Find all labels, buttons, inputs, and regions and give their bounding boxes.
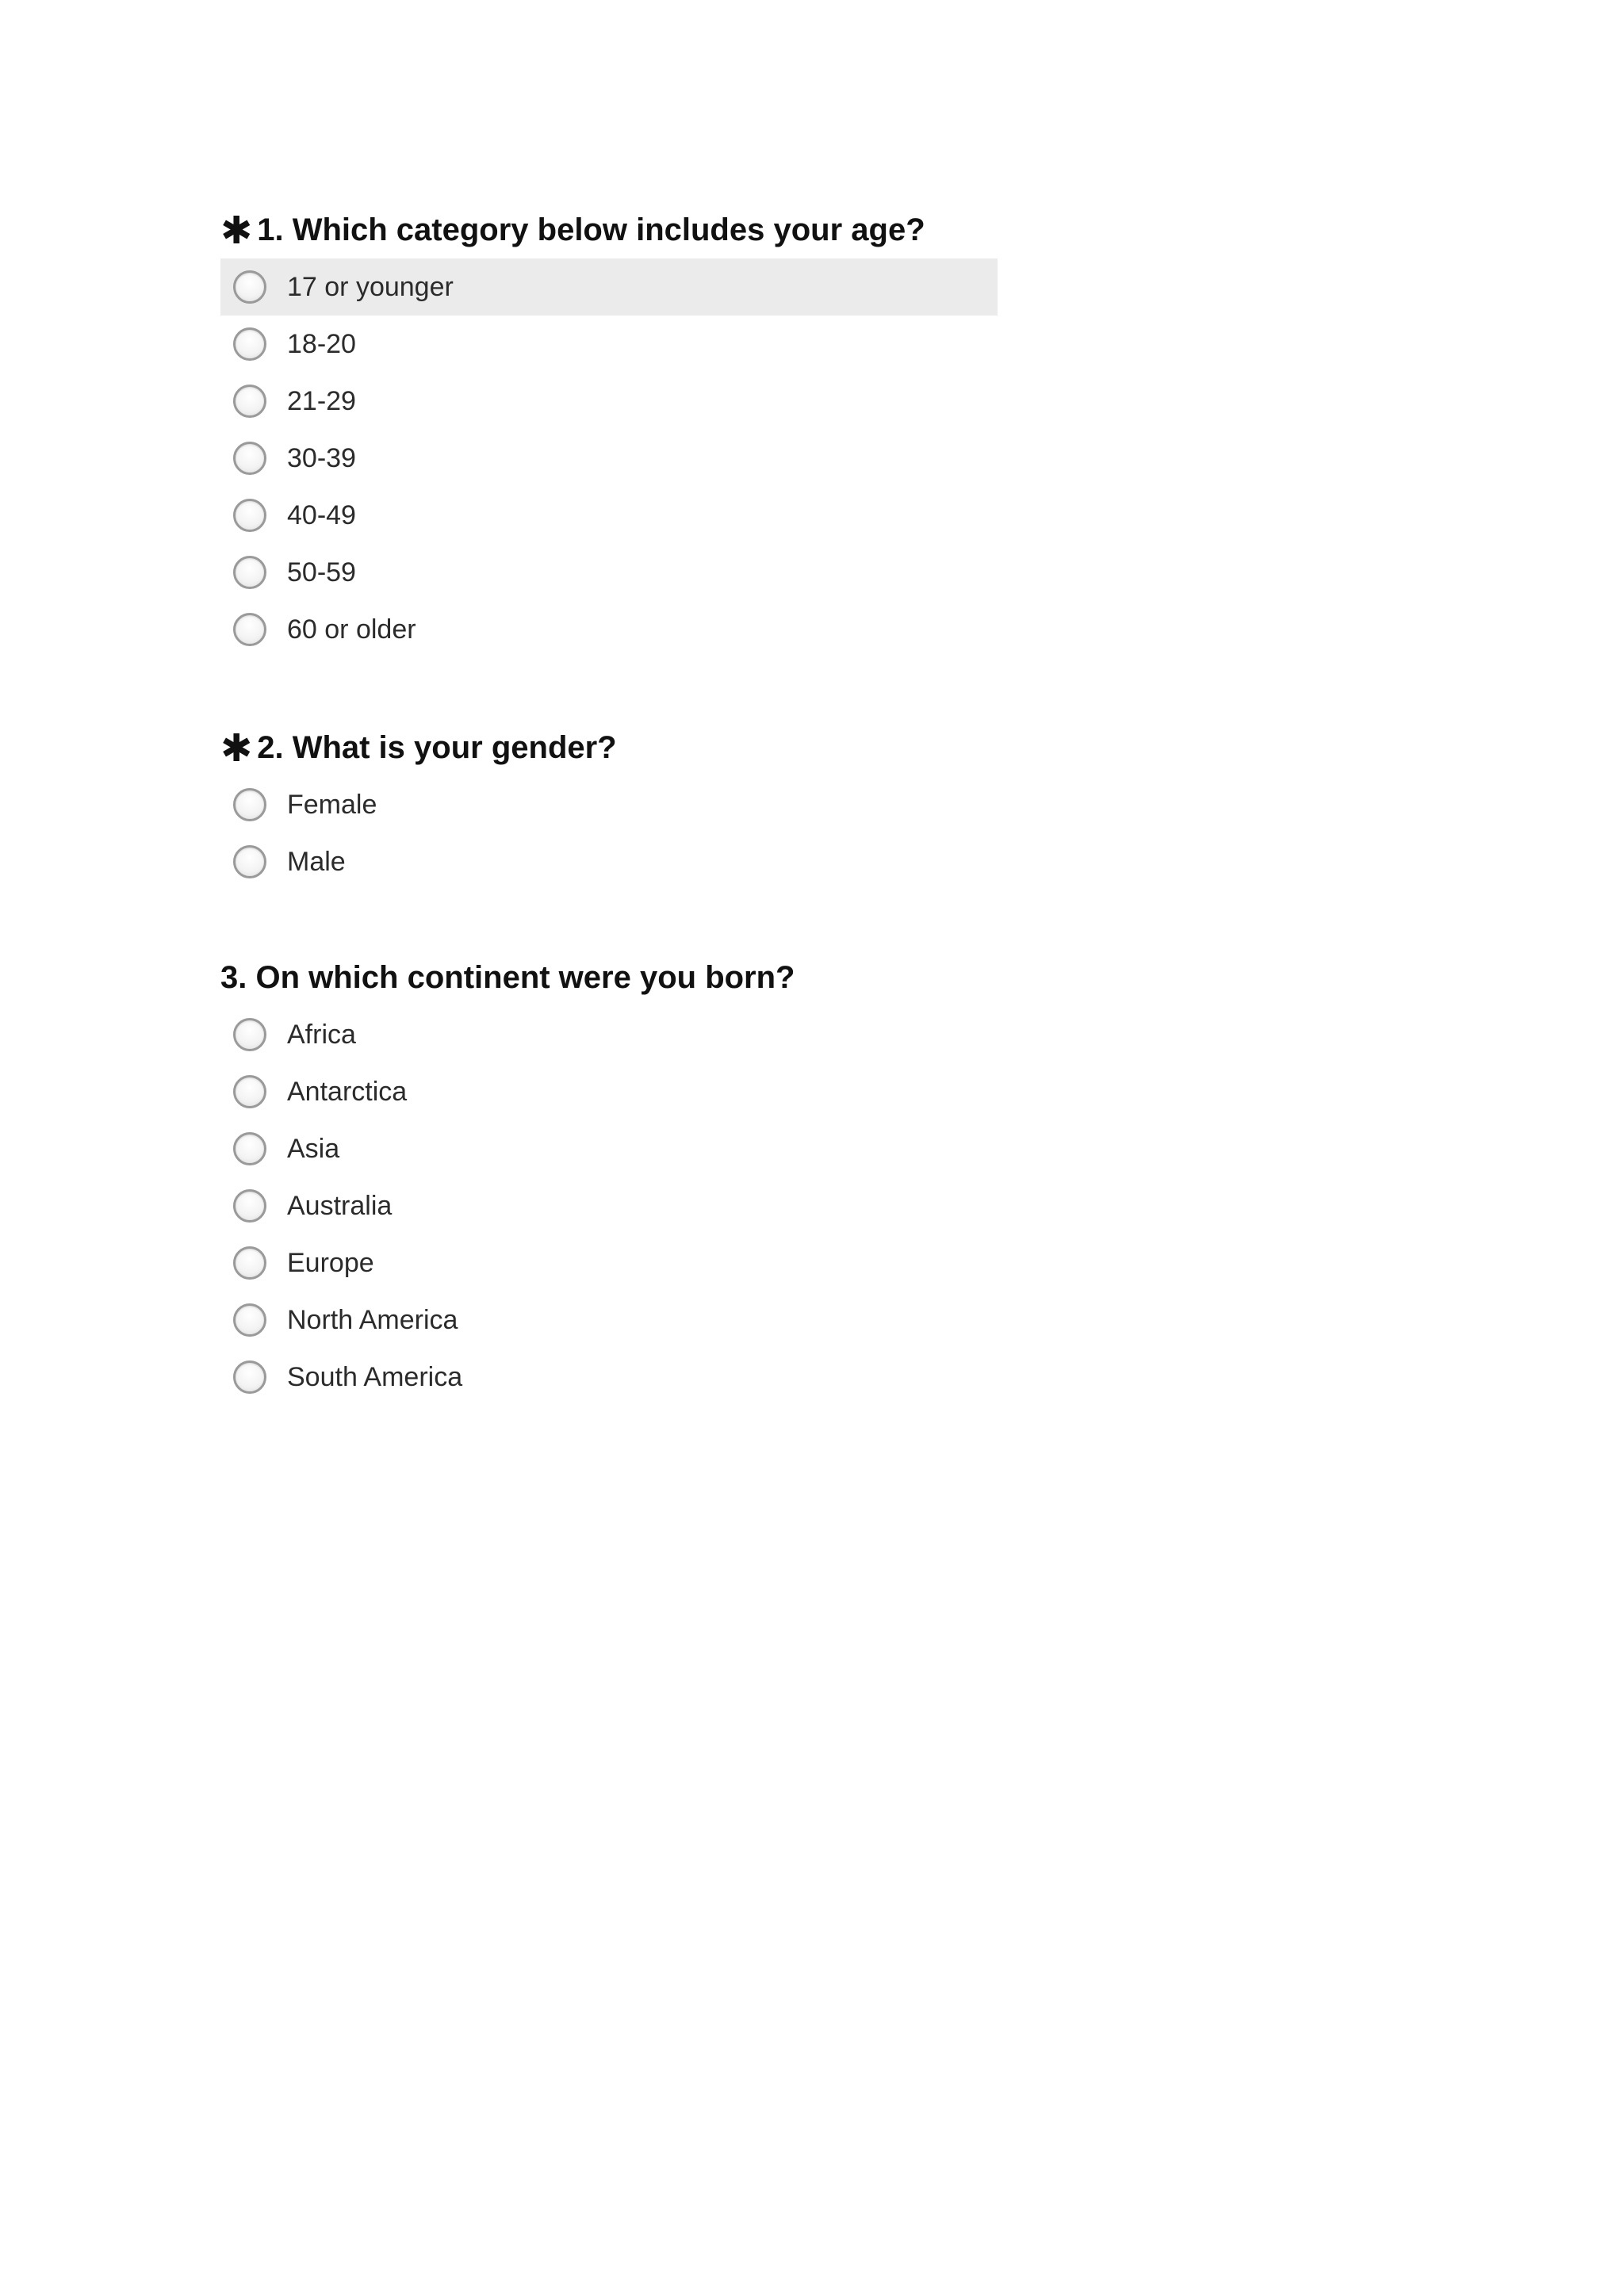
- required-asterisk-icon: ✱: [220, 210, 253, 252]
- radio-button-icon[interactable]: [233, 385, 266, 418]
- question-age: [220, 208, 998, 658]
- option-label: Female: [287, 789, 377, 820]
- radio-button-icon[interactable]: [233, 327, 266, 361]
- option-label: Australia: [287, 1190, 393, 1221]
- option-label: North America: [287, 1304, 458, 1335]
- radio-button-icon[interactable]: [233, 556, 266, 589]
- radio-button-icon[interactable]: [233, 1075, 266, 1108]
- option-label: Male: [287, 846, 346, 877]
- radio-option-50-59[interactable]: [220, 544, 998, 601]
- radio-option-south-america[interactable]: [220, 1349, 998, 1406]
- question-title: [220, 208, 998, 251]
- question-text: 1. Which category below includes your age?: [257, 212, 925, 247]
- radio-option-40-49[interactable]: [220, 487, 998, 544]
- option-label: 21-29: [287, 385, 356, 416]
- radio-option-male[interactable]: [220, 833, 998, 890]
- radio-button-icon[interactable]: [233, 499, 266, 532]
- option-label: South America: [287, 1361, 463, 1392]
- radio-button-icon[interactable]: [233, 1246, 266, 1280]
- radio-button-icon[interactable]: [233, 1132, 266, 1165]
- question-continent: [220, 957, 998, 1406]
- radio-option-antarctica[interactable]: [220, 1063, 998, 1120]
- radio-button-icon[interactable]: [233, 1303, 266, 1337]
- radio-button-icon[interactable]: [233, 442, 266, 475]
- radio-option-north-america[interactable]: [220, 1292, 998, 1349]
- radio-option-australia[interactable]: [220, 1177, 998, 1234]
- radio-option-21-29[interactable]: [220, 373, 998, 430]
- radio-button-icon[interactable]: [233, 1360, 266, 1394]
- radio-option-asia[interactable]: [220, 1120, 998, 1177]
- radio-button-icon[interactable]: [233, 613, 266, 646]
- question-gender: [220, 725, 998, 890]
- radio-button-icon[interactable]: [233, 1189, 266, 1223]
- question-text: 2. What is your gender?: [257, 730, 617, 765]
- option-label: Europe: [287, 1247, 374, 1278]
- radio-button-icon[interactable]: [233, 270, 266, 304]
- radio-button-icon[interactable]: [233, 845, 266, 878]
- option-label: Africa: [287, 1019, 356, 1050]
- option-label: 30-39: [287, 442, 356, 473]
- option-label: 18-20: [287, 328, 356, 359]
- question-title: [220, 725, 998, 768]
- radio-option-africa[interactable]: [220, 1006, 998, 1063]
- radio-button-icon[interactable]: [233, 1018, 266, 1051]
- radio-option-17-or-younger[interactable]: [220, 258, 998, 316]
- radio-option-30-39[interactable]: [220, 430, 998, 487]
- option-label: 50-59: [287, 557, 356, 587]
- radio-option-female[interactable]: [220, 776, 998, 833]
- option-label: 17 or younger: [287, 271, 454, 302]
- radio-button-icon[interactable]: [233, 788, 266, 821]
- option-label: Asia: [287, 1133, 340, 1164]
- question-title: [220, 957, 998, 998]
- radio-option-europe[interactable]: [220, 1234, 998, 1292]
- question-text: 3. On which continent were you born?: [220, 960, 795, 995]
- option-label: 60 or older: [287, 614, 416, 645]
- radio-option-60-or-older[interactable]: [220, 601, 998, 658]
- required-asterisk-icon: ✱: [220, 728, 253, 770]
- option-label: Antarctica: [287, 1076, 408, 1107]
- radio-option-18-20[interactable]: [220, 316, 998, 373]
- option-label: 40-49: [287, 499, 356, 530]
